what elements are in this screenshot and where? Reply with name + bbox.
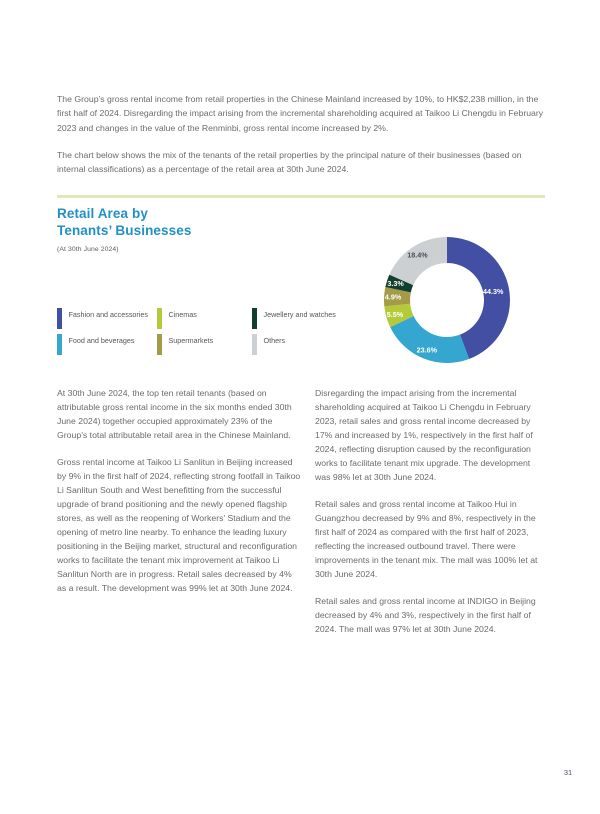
donut-slice-value-fashion-and-accessories: 44.3% (483, 287, 504, 297)
intro-paragraph: The Group’s gross rental income from retail properties in the Chinese Mainland increased by 10%, to HK$2,238 million, in the first half of 2024. Disregarding the impact arising from the incremental shareholding acquired at Taikoo Li Chengdu in February 2023 and changes in the value of the Renminbi, gross rental income increased by 2%. (57, 94, 544, 133)
legend-label: Cinemas (168, 310, 197, 319)
body-paragraph: Gross rental income at Taikoo Li Sanlitun in Beijing increased by 9% in the first half of 2024, reflecting strong footfall in Taikoo Li Sanlitun South and West benefitting from the successful upgrade of brand positioning and the newly opened flagship stores, as well as the reopening of Workers’ Stadium and the opening of metro line nearby. To enhance the leading luxury positioning in the Beijing market, structural and reconfiguration works to facilitate the tenant mix improvement at Taikoo Li Sanlitun North are in progress. Retail sales decreased by 4% as a result. The development was 99% let at 30th June 2024. (57, 457, 301, 593)
legend-swatch-icon (157, 308, 162, 329)
chart-legend (57, 308, 336, 355)
page-number: 31 (563, 768, 573, 777)
legend-label: Supermarkets (168, 336, 214, 345)
section-title (57, 206, 191, 259)
body-paragraph: Retail sales and gross rental income at Taikoo Hui in Guangzhou decreased by 9% and 8%, respectively in the first half of 2024 as compared with the first half of 2023, reflecting the increased outbound travel. There were improvements in the tenant mix. The mall was 100% let at 30th June 2024. (315, 499, 538, 579)
body-paragraph: Disregarding the impact arising from the incremental shareholding acquired at Taikoo Li Chengdu in February 2023, retail sales and gross rental income decreased by 17% and increased by 1%, respectively in the first half of 2024, reflecting disruption caused by the reconfiguration works to facilitate tenant mix upgrade. The development was 98% let at 30th June 2024. (315, 388, 533, 482)
donut-slice-food-and-beverages (390, 316, 469, 363)
donut-slice-value-jewellery-and-watches: 3.3% (387, 278, 404, 288)
legend-item-food-and-beverages (57, 334, 157, 355)
donut-slice-others (389, 237, 447, 285)
legend-item-fashion-and-accessories (57, 308, 157, 329)
donut-slice-value-others: 18.4% (407, 250, 428, 260)
donut-slice-value-supermarkets: 4.9% (384, 292, 402, 302)
legend-item-cinemas (157, 308, 252, 329)
legend-label: Fashion and accessories (68, 310, 149, 319)
section-subtitle: (At 30th June 2024) (57, 246, 119, 253)
legend-item-others (252, 334, 336, 355)
intro-text (57, 92, 545, 176)
body-columns (57, 386, 545, 636)
legend-swatch-icon (252, 334, 257, 355)
section-title-line1: Retail Area by (57, 206, 148, 221)
section-title-line2: Tenants’ Businesses (57, 222, 192, 238)
legend-swatch-icon (57, 334, 62, 355)
body-paragraph: At 30th June 2024, the top ten retail tenants (based on attributable gross rental income in the six months ended 30th June 2024) together occupied approximately 23% of the Group’s total attributable retail area in the Chinese Mainland. (57, 388, 292, 440)
section-divider (57, 195, 545, 198)
body-paragraph: Retail sales and gross rental income at INDIGO in Beijing decreased by 4% and 3%, respectively in the first half of 2024. The mall was 97% let at 30th June 2024. (315, 596, 536, 634)
legend-item-supermarkets (157, 334, 252, 355)
legend-label: Others (263, 336, 286, 345)
body-column-left (57, 386, 301, 636)
donut-slice-value-food-and-beverages: 23.6% (416, 345, 438, 355)
legend-swatch-icon (252, 308, 257, 329)
legend-label: Jewellery and watches (263, 310, 336, 319)
legend-item-jewellery-and-watches (252, 308, 336, 329)
legend-label: Food and beverages (68, 336, 135, 345)
donut-chart (367, 220, 527, 380)
donut-slice-value-cinemas: 5.5% (386, 310, 404, 320)
legend-swatch-icon (157, 334, 162, 355)
body-column-right (315, 386, 545, 636)
legend-swatch-icon (57, 308, 62, 329)
intro-paragraph: The chart below shows the mix of the tenants of the retail properties by the principal nature of their businesses (based on internal classifications) as a percentage of the retail area at 30th June 2024. (57, 149, 522, 175)
